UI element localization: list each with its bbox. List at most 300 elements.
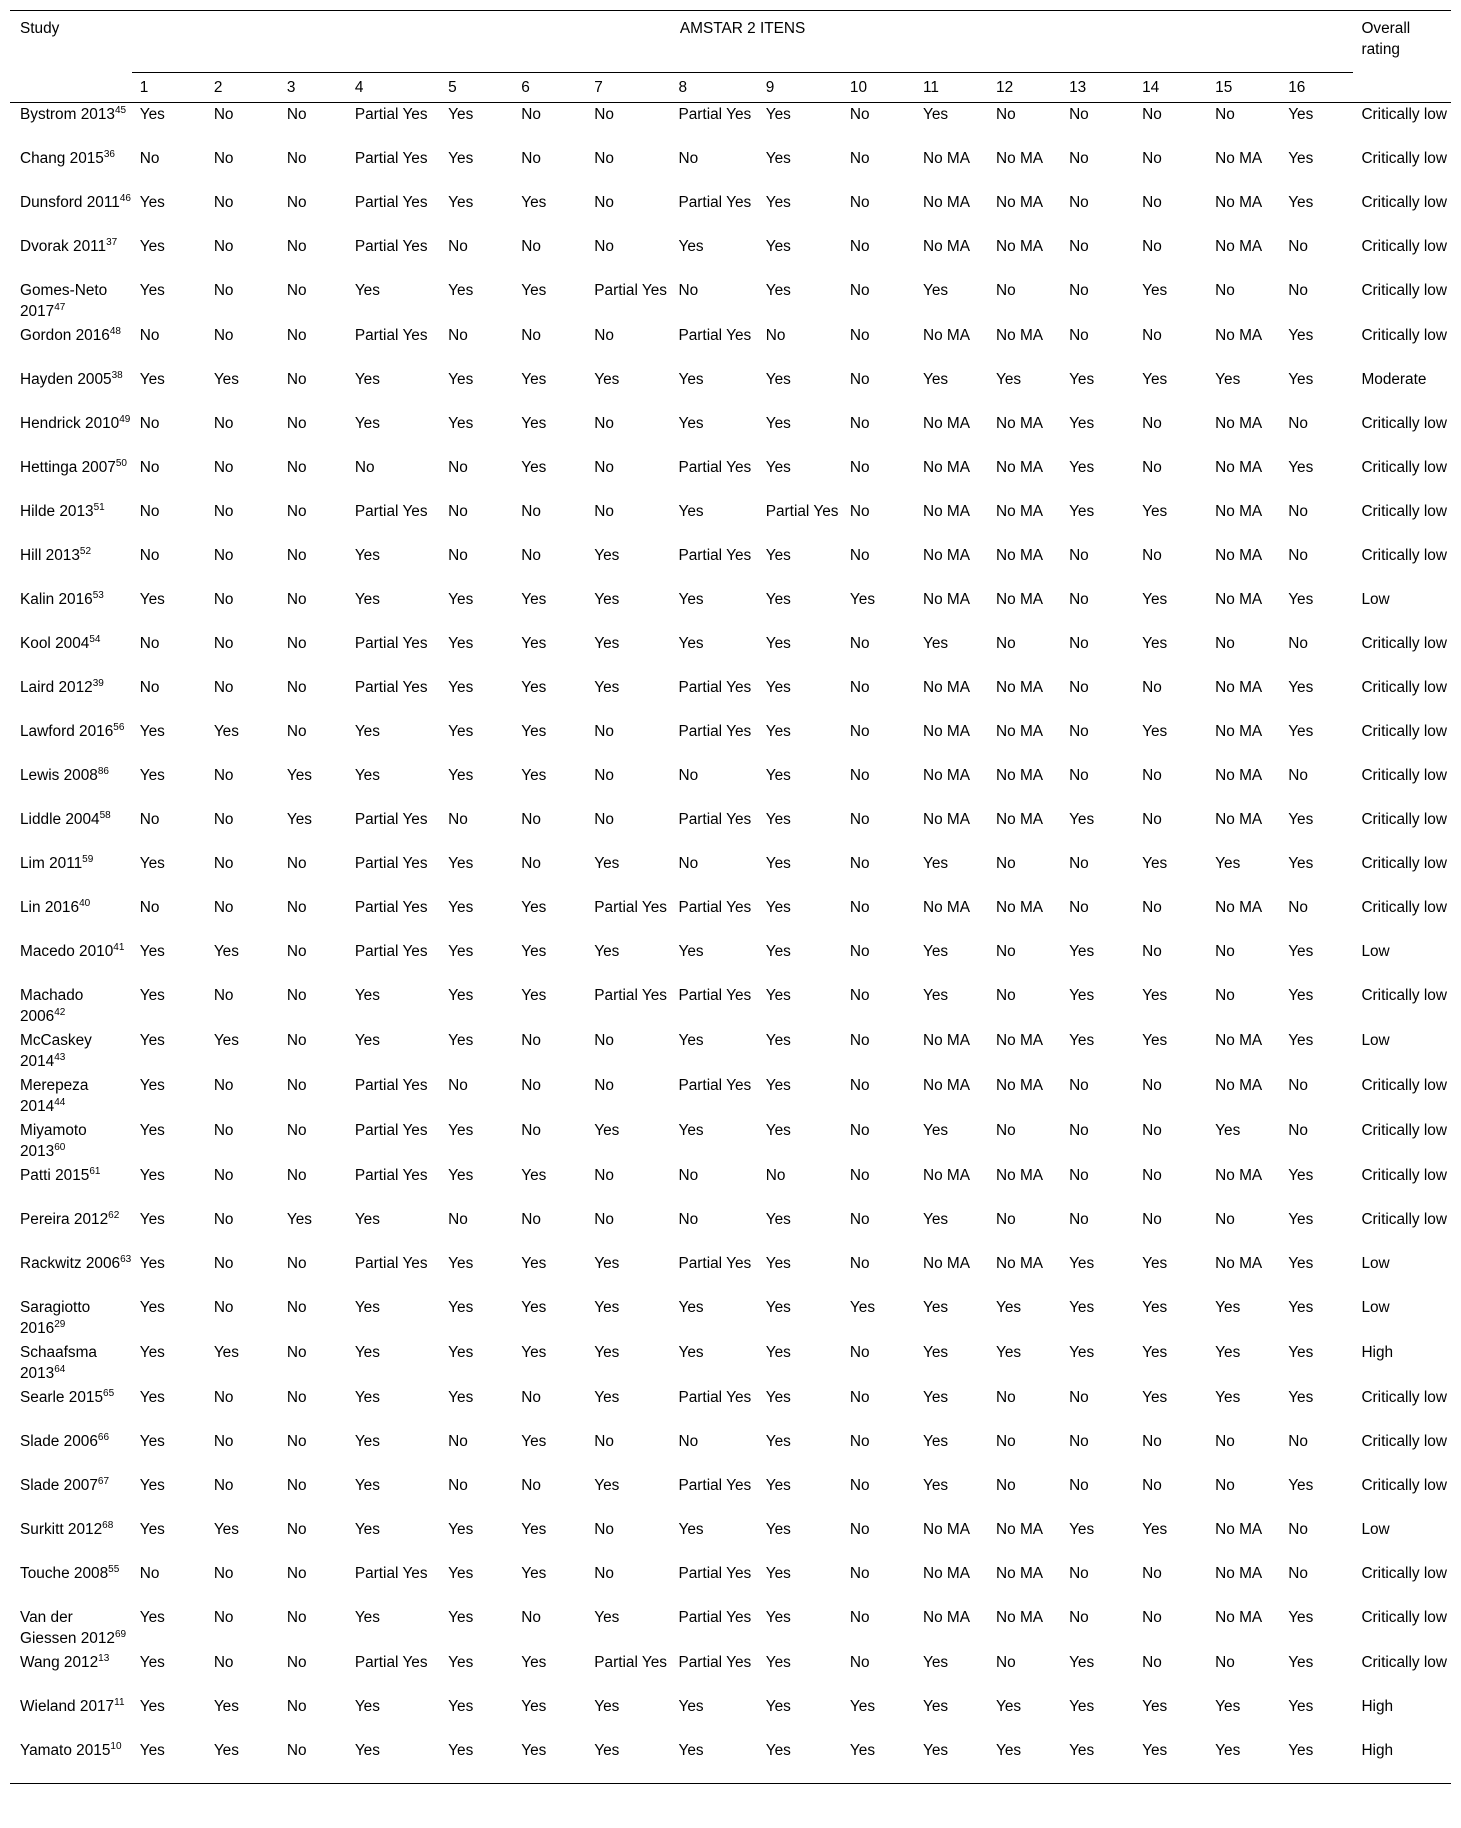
item-13-cell: Yes — [1069, 1344, 1095, 1361]
item-1-cell: No — [139, 1565, 160, 1582]
study-reference: 45 — [114, 104, 127, 116]
item-5-cell: No — [448, 1477, 468, 1494]
table-row — [10, 1518, 1451, 1562]
study-reference: 54 — [89, 633, 101, 645]
item-13-cell: No — [1069, 1122, 1089, 1139]
item-13-cell: No — [1069, 855, 1089, 872]
item-8-cell: Partial Yes — [678, 1477, 752, 1494]
item-2-cell: No — [213, 1122, 234, 1139]
item-13-cell: Yes — [1069, 1521, 1095, 1538]
item-15-cell: No MA — [1215, 1077, 1263, 1094]
study-reference: 42 — [54, 1006, 66, 1018]
item-3-cell: No — [286, 1609, 307, 1626]
item-3-cell: No — [286, 1565, 307, 1582]
study-cell — [10, 940, 132, 984]
item-16-cell: Yes — [1288, 1344, 1314, 1361]
item-15-cell: No MA — [1215, 899, 1263, 916]
item-15-cell: No MA — [1215, 415, 1263, 432]
study-cell — [10, 1518, 132, 1562]
item-4-cell: Partial Yes — [354, 150, 428, 167]
overall-rating-cell: Critically low — [1361, 1433, 1447, 1450]
header-item-10: 10 — [849, 79, 868, 96]
item-6-cell: No — [521, 547, 541, 564]
item-11-cell: Yes — [922, 1122, 949, 1139]
item-12-cell: Yes — [996, 371, 1022, 388]
overall-rating-cell: Critically low — [1361, 459, 1447, 476]
item-15-cell: No MA — [1215, 679, 1263, 696]
study-cell — [10, 1606, 132, 1651]
item-15-cell: No MA — [1215, 547, 1263, 564]
item-8-cell: Partial Yes — [678, 1654, 752, 1671]
item-10-cell: No — [849, 415, 870, 432]
item-9-cell: Yes — [765, 1521, 791, 1538]
item-6-cell: Yes — [521, 679, 547, 696]
item-5-cell: Yes — [448, 1609, 474, 1626]
study-name: Lin 2016 — [20, 899, 80, 916]
header-study: Study — [20, 20, 60, 37]
item-10-cell: No — [849, 855, 870, 872]
item-4-cell: Partial Yes — [354, 194, 428, 211]
item-16-cell: Yes — [1288, 1211, 1314, 1228]
item-9-cell: Yes — [765, 635, 791, 652]
header-item-4: 4 — [354, 79, 364, 96]
item-5-cell: Yes — [448, 415, 474, 432]
study-cell — [10, 1074, 132, 1119]
overall-rating-cell: Critically low — [1361, 855, 1447, 872]
study-cell — [10, 324, 132, 368]
item-10-cell: No — [849, 1654, 870, 1671]
item-2-cell: Yes — [213, 723, 239, 740]
item-13-cell: No — [1069, 1477, 1089, 1494]
item-2-cell: No — [213, 1211, 234, 1228]
item-14-cell: No — [1142, 459, 1162, 476]
item-15-cell: No — [1215, 943, 1235, 960]
item-5-cell: Yes — [448, 767, 474, 784]
study-cell — [10, 147, 132, 191]
overall-rating-cell: Moderate — [1361, 371, 1427, 388]
study-reference: 52 — [79, 545, 92, 557]
item-5-cell: Yes — [448, 591, 474, 608]
item-8-cell: Yes — [678, 371, 704, 388]
item-2-cell: No — [213, 194, 234, 211]
item-6-cell: No — [521, 1389, 541, 1406]
amstar-table-container — [10, 10, 1451, 1784]
item-6-cell: Yes — [521, 899, 547, 916]
item-7-cell: Yes — [594, 1255, 620, 1272]
item-8-cell: Partial Yes — [678, 811, 752, 828]
item-6-cell: Yes — [521, 415, 547, 432]
item-15-cell: Yes — [1215, 1389, 1241, 1406]
item-15-cell: No MA — [1215, 1032, 1263, 1049]
header-item-2: 2 — [213, 79, 223, 96]
item-12-cell: No MA — [996, 238, 1044, 255]
item-2-cell: No — [213, 1477, 234, 1494]
item-7-cell: Yes — [594, 635, 620, 652]
item-10-cell: No — [849, 1211, 870, 1228]
table-row — [10, 1164, 1451, 1208]
table-row — [10, 764, 1451, 808]
item-12-cell: No — [996, 987, 1016, 1004]
study-cell — [10, 764, 132, 808]
item-8-cell: Partial Yes — [678, 987, 752, 1004]
item-9-cell: Yes — [765, 1122, 791, 1139]
table-row — [10, 1695, 1451, 1739]
study-name: Liddle 2004 — [20, 811, 100, 828]
table-row — [10, 544, 1451, 588]
item-6-cell: Yes — [521, 1299, 547, 1316]
item-11-cell: Yes — [922, 635, 949, 652]
item-10-cell: No — [849, 1521, 870, 1538]
item-7-cell: No — [594, 238, 614, 255]
item-7-cell: No — [594, 723, 614, 740]
item-16-cell: No — [1288, 238, 1308, 255]
study-reference: 41 — [113, 941, 125, 953]
item-16-cell: No — [1288, 1433, 1308, 1450]
item-9-cell: Yes — [765, 282, 791, 299]
header-item-1: 1 — [139, 79, 149, 96]
table-row — [10, 324, 1451, 368]
study-cell — [10, 412, 132, 456]
item-7-cell: No — [594, 150, 614, 167]
item-5-cell: Yes — [448, 635, 474, 652]
item-4-cell: Yes — [354, 1211, 380, 1228]
study-cell — [10, 1341, 132, 1386]
overall-rating-cell: High — [1361, 1742, 1394, 1759]
item-16-cell: Yes — [1288, 679, 1314, 696]
item-14-cell: No — [1142, 943, 1162, 960]
item-15-cell: No MA — [1215, 238, 1263, 255]
item-3-cell: No — [286, 1122, 307, 1139]
item-2-cell: No — [213, 855, 234, 872]
item-9-cell: Yes — [765, 1654, 791, 1671]
item-6-cell: No — [521, 1609, 541, 1626]
item-10-cell: No — [849, 635, 870, 652]
overall-rating-cell: Critically low — [1361, 1654, 1447, 1671]
item-1-cell: Yes — [139, 1742, 165, 1759]
item-1-cell: Yes — [139, 282, 165, 299]
item-15-cell: Yes — [1215, 855, 1241, 872]
table-row — [10, 1252, 1451, 1296]
study-reference: 11 — [114, 1696, 125, 1708]
item-7-cell: No — [594, 1433, 614, 1450]
item-10-cell: Yes — [849, 1299, 876, 1316]
item-13-cell: Yes — [1069, 1032, 1095, 1049]
study-reference: 29 — [54, 1318, 66, 1330]
item-1-cell: Yes — [139, 1521, 165, 1538]
item-1-cell: Yes — [139, 238, 165, 255]
study-reference: 49 — [119, 413, 131, 425]
item-15-cell: No — [1215, 1211, 1235, 1228]
item-2-cell: No — [213, 1565, 234, 1582]
item-12-cell: No — [996, 1389, 1016, 1406]
item-4-cell: Yes — [354, 1299, 380, 1316]
item-1-cell: Yes — [139, 106, 165, 123]
item-16-cell: Yes — [1288, 194, 1314, 211]
table-row — [10, 1606, 1451, 1651]
study-reference: 63 — [120, 1253, 132, 1265]
item-13-cell: No — [1069, 1389, 1089, 1406]
overall-rating-cell: Critically low — [1361, 723, 1447, 740]
item-14-cell: No — [1142, 1654, 1162, 1671]
item-12-cell: No MA — [996, 503, 1044, 520]
item-8-cell: Yes — [678, 591, 704, 608]
item-4-cell: Partial Yes — [354, 811, 428, 828]
study-cell — [10, 235, 132, 279]
item-5-cell: Yes — [448, 282, 474, 299]
item-9-cell: Yes — [765, 238, 791, 255]
item-15-cell: No MA — [1215, 1565, 1263, 1582]
item-7-cell: Yes — [594, 591, 620, 608]
item-14-cell: No — [1142, 1077, 1162, 1094]
item-16-cell: No — [1288, 503, 1308, 520]
item-14-cell: No — [1142, 1565, 1162, 1582]
item-1-cell: No — [139, 503, 160, 520]
item-3-cell: No — [286, 371, 307, 388]
item-15-cell: Yes — [1215, 1299, 1241, 1316]
item-14-cell: Yes — [1142, 1299, 1168, 1316]
item-15-cell: No — [1215, 1477, 1235, 1494]
item-10-cell: No — [849, 282, 870, 299]
item-7-cell: No — [594, 1211, 614, 1228]
table-row — [10, 720, 1451, 764]
study-reference: 44 — [54, 1096, 66, 1108]
item-12-cell: No MA — [996, 1521, 1044, 1538]
item-3-cell: No — [286, 1167, 307, 1184]
overall-rating-cell: Critically low — [1361, 106, 1447, 123]
item-7-cell: Yes — [594, 679, 620, 696]
item-2-cell: No — [213, 1609, 234, 1626]
item-4-cell: Partial Yes — [354, 1255, 428, 1272]
item-5-cell: Yes — [448, 899, 474, 916]
item-2-cell: No — [213, 1389, 234, 1406]
item-2-cell: No — [213, 987, 234, 1004]
item-8-cell: No — [678, 1167, 699, 1184]
item-4-cell: Yes — [354, 723, 380, 740]
study-cell — [10, 808, 132, 852]
item-10-cell: No — [849, 503, 870, 520]
item-10-cell: No — [849, 459, 870, 476]
item-13-cell: Yes — [1069, 987, 1095, 1004]
item-13-cell: No — [1069, 106, 1089, 123]
item-10-cell: No — [849, 811, 870, 828]
item-4-cell: Yes — [354, 415, 380, 432]
item-5-cell: Yes — [448, 106, 474, 123]
item-9-cell: Yes — [765, 987, 791, 1004]
item-4-cell: Yes — [354, 1742, 380, 1759]
table-row — [10, 896, 1451, 940]
item-8-cell: Yes — [678, 238, 704, 255]
item-16-cell: No — [1288, 415, 1308, 432]
item-6-cell: Yes — [521, 767, 547, 784]
study-reference: 13 — [98, 1652, 110, 1664]
item-14-cell: No — [1142, 547, 1162, 564]
study-cell — [10, 1119, 132, 1164]
overall-rating-cell: Critically low — [1361, 679, 1447, 696]
item-10-cell: No — [849, 723, 870, 740]
item-12-cell: No — [996, 635, 1016, 652]
item-13-cell: Yes — [1069, 503, 1095, 520]
overall-rating-cell: High — [1361, 1698, 1394, 1715]
item-10-cell: No — [849, 150, 870, 167]
item-3-cell: No — [286, 855, 307, 872]
item-15-cell: No MA — [1215, 723, 1263, 740]
item-2-cell: No — [213, 327, 234, 344]
study-name: Hendrick 2010 — [20, 415, 120, 432]
item-6-cell: No — [521, 106, 541, 123]
item-12-cell: No MA — [996, 415, 1044, 432]
item-16-cell: Yes — [1288, 327, 1314, 344]
item-9-cell: Partial Yes — [765, 503, 839, 520]
item-15-cell: No MA — [1215, 767, 1263, 784]
item-6-cell: Yes — [521, 371, 547, 388]
item-3-cell: No — [286, 1654, 307, 1671]
item-11-cell: No MA — [922, 1521, 971, 1538]
item-8-cell: Partial Yes — [678, 1389, 752, 1406]
item-11-cell: No MA — [922, 150, 971, 167]
table-row — [10, 412, 1451, 456]
item-2-cell: No — [213, 635, 234, 652]
item-1-cell: Yes — [139, 1609, 165, 1626]
item-13-cell: No — [1069, 899, 1089, 916]
item-14-cell: No — [1142, 679, 1162, 696]
item-1-cell: Yes — [139, 987, 165, 1004]
item-16-cell: No — [1288, 1565, 1308, 1582]
item-15-cell: No MA — [1215, 1167, 1263, 1184]
study-name: Slade 2006 — [20, 1433, 98, 1450]
table-row — [10, 1651, 1451, 1695]
item-8-cell: Partial Yes — [678, 194, 752, 211]
item-8-cell: Yes — [678, 1122, 704, 1139]
item-8-cell: No — [678, 282, 699, 299]
item-13-cell: No — [1069, 1077, 1089, 1094]
item-4-cell: Partial Yes — [354, 1122, 428, 1139]
table-body — [10, 103, 1451, 1784]
item-16-cell: No — [1288, 899, 1308, 916]
overall-rating-cell: Critically low — [1361, 415, 1447, 432]
item-3-cell: No — [286, 503, 307, 520]
item-10-cell: No — [849, 194, 870, 211]
item-14-cell: Yes — [1142, 1032, 1168, 1049]
study-cell — [10, 588, 132, 632]
item-2-cell: Yes — [213, 371, 239, 388]
item-6-cell: Yes — [521, 591, 547, 608]
item-10-cell: No — [849, 1433, 870, 1450]
item-7-cell: No — [594, 106, 614, 123]
item-9-cell: No — [765, 327, 786, 344]
overall-rating-cell: Critically low — [1361, 987, 1447, 1004]
item-10-cell: Yes — [849, 1742, 876, 1759]
item-6-cell: Yes — [521, 282, 547, 299]
item-11-cell: No MA — [922, 415, 971, 432]
item-16-cell: No — [1288, 1077, 1308, 1094]
study-cell — [10, 1208, 132, 1252]
item-4-cell: Yes — [354, 282, 380, 299]
study-cell — [10, 1386, 132, 1430]
study-name: Saragiotto 2016 — [20, 1299, 91, 1337]
item-5-cell: Yes — [448, 679, 474, 696]
item-1-cell: Yes — [139, 1032, 165, 1049]
study-reference: 36 — [103, 148, 115, 160]
item-12-cell: No — [996, 1122, 1016, 1139]
item-9-cell: Yes — [765, 1211, 791, 1228]
overall-rating-cell: Low — [1361, 1032, 1390, 1049]
item-11-cell: Yes — [922, 282, 949, 299]
item-4-cell: Partial Yes — [354, 1167, 428, 1184]
study-reference: 40 — [79, 897, 91, 909]
item-15-cell: No MA — [1215, 1521, 1263, 1538]
item-6-cell: No — [521, 1032, 541, 1049]
item-3-cell: No — [286, 1389, 307, 1406]
item-3-cell: No — [286, 635, 307, 652]
overall-rating-cell: Critically low — [1361, 1565, 1447, 1582]
study-name: Gomes-Neto 2017 — [20, 282, 108, 320]
item-12-cell: No — [996, 1433, 1016, 1450]
item-14-cell: Yes — [1142, 635, 1168, 652]
item-7-cell: No — [594, 1032, 614, 1049]
item-11-cell: Yes — [922, 1389, 949, 1406]
item-14-cell: No — [1142, 767, 1162, 784]
item-7-cell: No — [594, 1077, 614, 1094]
item-12-cell: Yes — [996, 1299, 1022, 1316]
study-cell — [10, 456, 132, 500]
item-16-cell: Yes — [1288, 1477, 1314, 1494]
item-11-cell: Yes — [922, 1211, 949, 1228]
item-3-cell: No — [286, 327, 307, 344]
study-name: Lim 2011 — [20, 855, 83, 872]
overall-rating-cell: Critically low — [1361, 1167, 1447, 1184]
item-13-cell: No — [1069, 282, 1089, 299]
item-14-cell: No — [1142, 194, 1162, 211]
item-10-cell: No — [849, 1609, 870, 1626]
item-12-cell: Yes — [996, 1698, 1022, 1715]
item-8-cell: Yes — [678, 1344, 704, 1361]
header-item-14: 14 — [1142, 79, 1160, 96]
item-14-cell: Yes — [1142, 1255, 1168, 1272]
item-14-cell: Yes — [1142, 371, 1168, 388]
item-15-cell: Yes — [1215, 371, 1241, 388]
item-6-cell: No — [521, 855, 541, 872]
item-6-cell: Yes — [521, 635, 547, 652]
table-row — [10, 191, 1451, 235]
table-row — [10, 1119, 1451, 1164]
item-7-cell: Yes — [594, 371, 620, 388]
item-9-cell: Yes — [765, 1742, 791, 1759]
item-12-cell: Yes — [996, 1344, 1022, 1361]
overall-rating-cell: Critically low — [1361, 811, 1447, 828]
item-4-cell: Yes — [354, 767, 380, 784]
item-5-cell: Yes — [448, 194, 474, 211]
item-11-cell: No MA — [922, 1032, 971, 1049]
item-16-cell: No — [1288, 1521, 1308, 1538]
item-11-cell: Yes — [922, 1742, 949, 1759]
overall-rating-cell: Critically low — [1361, 1609, 1447, 1626]
study-reference: 38 — [111, 369, 123, 381]
item-10-cell: No — [849, 371, 870, 388]
item-6-cell: Yes — [521, 1521, 547, 1538]
item-2-cell: Yes — [213, 1698, 239, 1715]
study-cell — [10, 279, 132, 324]
item-4-cell: Partial Yes — [354, 238, 428, 255]
study-name: Yamato 2015 — [20, 1742, 111, 1759]
item-5-cell: No — [448, 1211, 468, 1228]
item-10-cell: No — [849, 327, 870, 344]
item-8-cell: Partial Yes — [678, 459, 752, 476]
item-10-cell: No — [849, 767, 870, 784]
study-cell — [10, 896, 132, 940]
item-13-cell: No — [1069, 150, 1089, 167]
item-12-cell: Yes — [996, 1742, 1022, 1759]
item-7-cell: Partial Yes — [594, 1654, 667, 1671]
